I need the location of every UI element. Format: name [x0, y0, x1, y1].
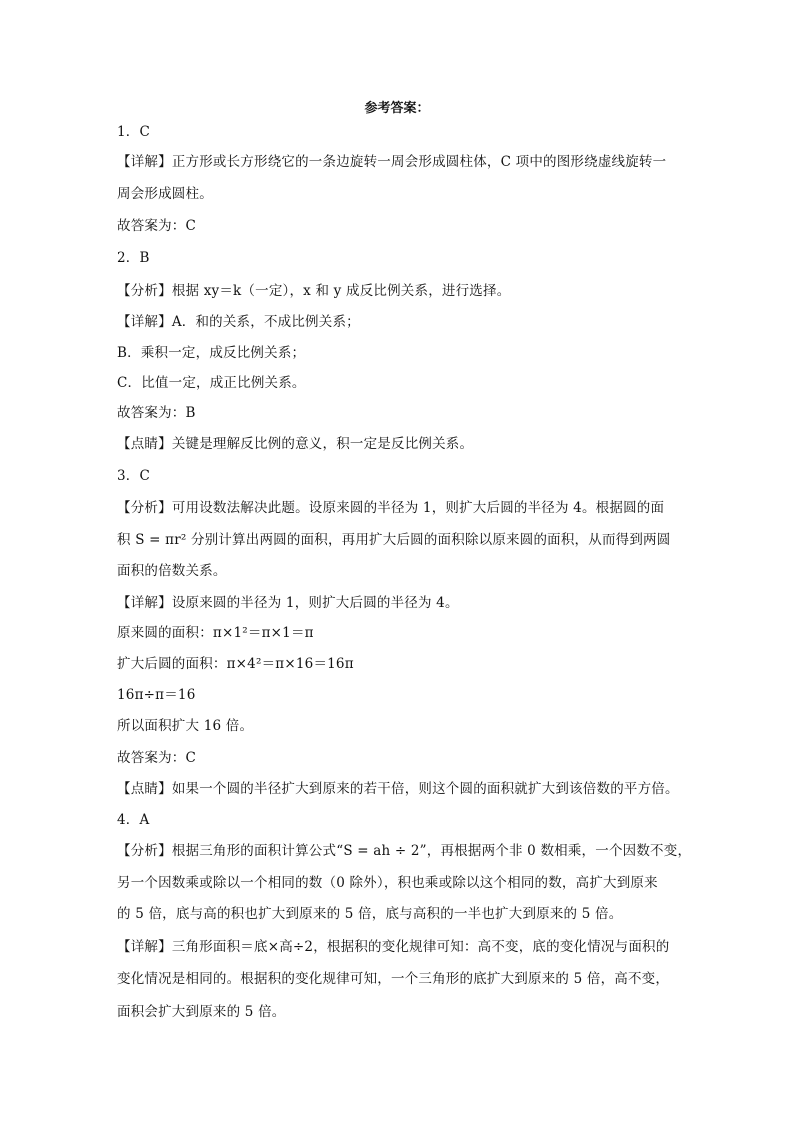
answer-line [117, 654, 687, 674]
section-tag: 【分析】 [117, 843, 172, 859]
section-tag: 【详解】 [117, 154, 172, 170]
section-tag: 【分析】 [117, 283, 172, 299]
section-tag: 【详解】 [117, 939, 172, 955]
line-text: 2．B [117, 250, 150, 266]
answer-line [117, 373, 687, 393]
answer-line [117, 403, 687, 423]
line-text: 原来圆的面积：π×1²＝π×1＝π [117, 625, 314, 641]
section-tag: 【分析】 [117, 500, 172, 516]
line-text: 关键是理解反比例的意义，积一定是反比例关系。 [171, 436, 474, 452]
answer-line [117, 969, 687, 989]
answer-line [117, 779, 687, 799]
answer-line [117, 248, 687, 268]
answer-line [117, 937, 687, 957]
answer-line [117, 841, 692, 861]
answer-line [117, 434, 687, 454]
line-text: 故答案为：C [117, 218, 197, 234]
answer-line [117, 1002, 687, 1022]
answer-line [117, 466, 687, 486]
line-text: 设原来圆的半径为 1，则扩大后圆的半径为 4。 [171, 595, 459, 611]
line-text: 扩大后圆的面积：π×4²＝π×16＝16π [117, 656, 354, 672]
line-text: C．比值一定，成正比例关系。 [117, 375, 306, 391]
answer-line [117, 685, 687, 705]
answer-line [117, 873, 687, 893]
line-text: 故答案为：C [117, 750, 197, 766]
answer-line [117, 623, 687, 643]
answer-line [117, 810, 687, 830]
answer-line [117, 281, 687, 301]
line-text: 变化情况是相同的。根据积的变化规律可知，一个三角形的底扩大到原来的 5 倍，高不变， [117, 971, 670, 987]
answer-line [117, 716, 687, 736]
line-text: 的 5 倍，底与高的积也扩大到原来的 5 倍，底与高积的一半也扩大到原来的 5 倍。 [117, 906, 623, 922]
answer-line [117, 748, 687, 768]
answer-line [117, 593, 687, 613]
section-tag: 【详解】 [117, 595, 172, 611]
line-text: A．和的关系，不成比例关系； [171, 314, 360, 330]
section-tag: 【详解】 [117, 314, 172, 330]
line-text: B．乘积一定，成反比例关系； [117, 345, 306, 361]
line-text: 如果一个圆的半径扩大到原来的若干倍，则这个圆的面积就扩大到该倍数的平方倍。 [171, 781, 679, 797]
answer-line [117, 122, 687, 142]
answer-line [117, 343, 687, 363]
line-text: 另一个因数乘或除以一个相同的数（0 除外），积也乘或除以这个相同的数，高扩大到原来 [117, 875, 658, 891]
line-text: 周会形成圆柱。 [117, 186, 213, 202]
answer-line [117, 216, 687, 236]
line-text: 根据 xy＝k（一定），x 和 y 成反比例关系，进行选择。 [171, 283, 511, 299]
page-title: 参考答案： [364, 101, 430, 116]
section-tag: 【点睛】 [117, 436, 172, 452]
line-text: 1．C [117, 124, 151, 140]
line-text: 故答案为：B [117, 405, 196, 421]
section-tag: 【点睛】 [117, 781, 172, 797]
line-text: 可用设数法解决此题。设原来圆的半径为 1，则扩大后圆的半径为 4。根据圆的面 [171, 500, 665, 516]
line-text: 正方形或长方形绕它的一条边旋转一周会形成圆柱体，C 项中的图形绕虚线旋转一 [171, 154, 667, 170]
answer-line [117, 904, 687, 924]
answer-line [117, 152, 687, 172]
line-text: 16π÷π＝16 [117, 687, 196, 703]
line-text: 4．A [117, 812, 150, 828]
line-text: 面积的倍数关系。 [117, 563, 227, 579]
answer-line [117, 530, 687, 550]
line-text: 根据三角形的面积计算公式“S = ah ÷ 2”，再根据两个非 0 数相乘，一个因数不变， [171, 843, 692, 859]
line-text: 积 S = πr² 分别计算出两圆的面积，再用扩大后圆的面积除以原来圆的面积，从而得到两圆 [117, 532, 671, 548]
answer-line [117, 561, 687, 581]
line-text: 三角形面积＝底×高÷2，根据积的变化规律可知：高不变，底的变化情况与面积的 [171, 939, 670, 955]
line-text: 所以面积扩大 16 倍。 [117, 718, 254, 734]
line-text: 面积会扩大到原来的 5 倍。 [117, 1004, 286, 1020]
answer-line [117, 498, 687, 518]
line-text: 3．C [117, 468, 151, 484]
answer-line [117, 312, 687, 332]
answer-line [117, 184, 687, 204]
